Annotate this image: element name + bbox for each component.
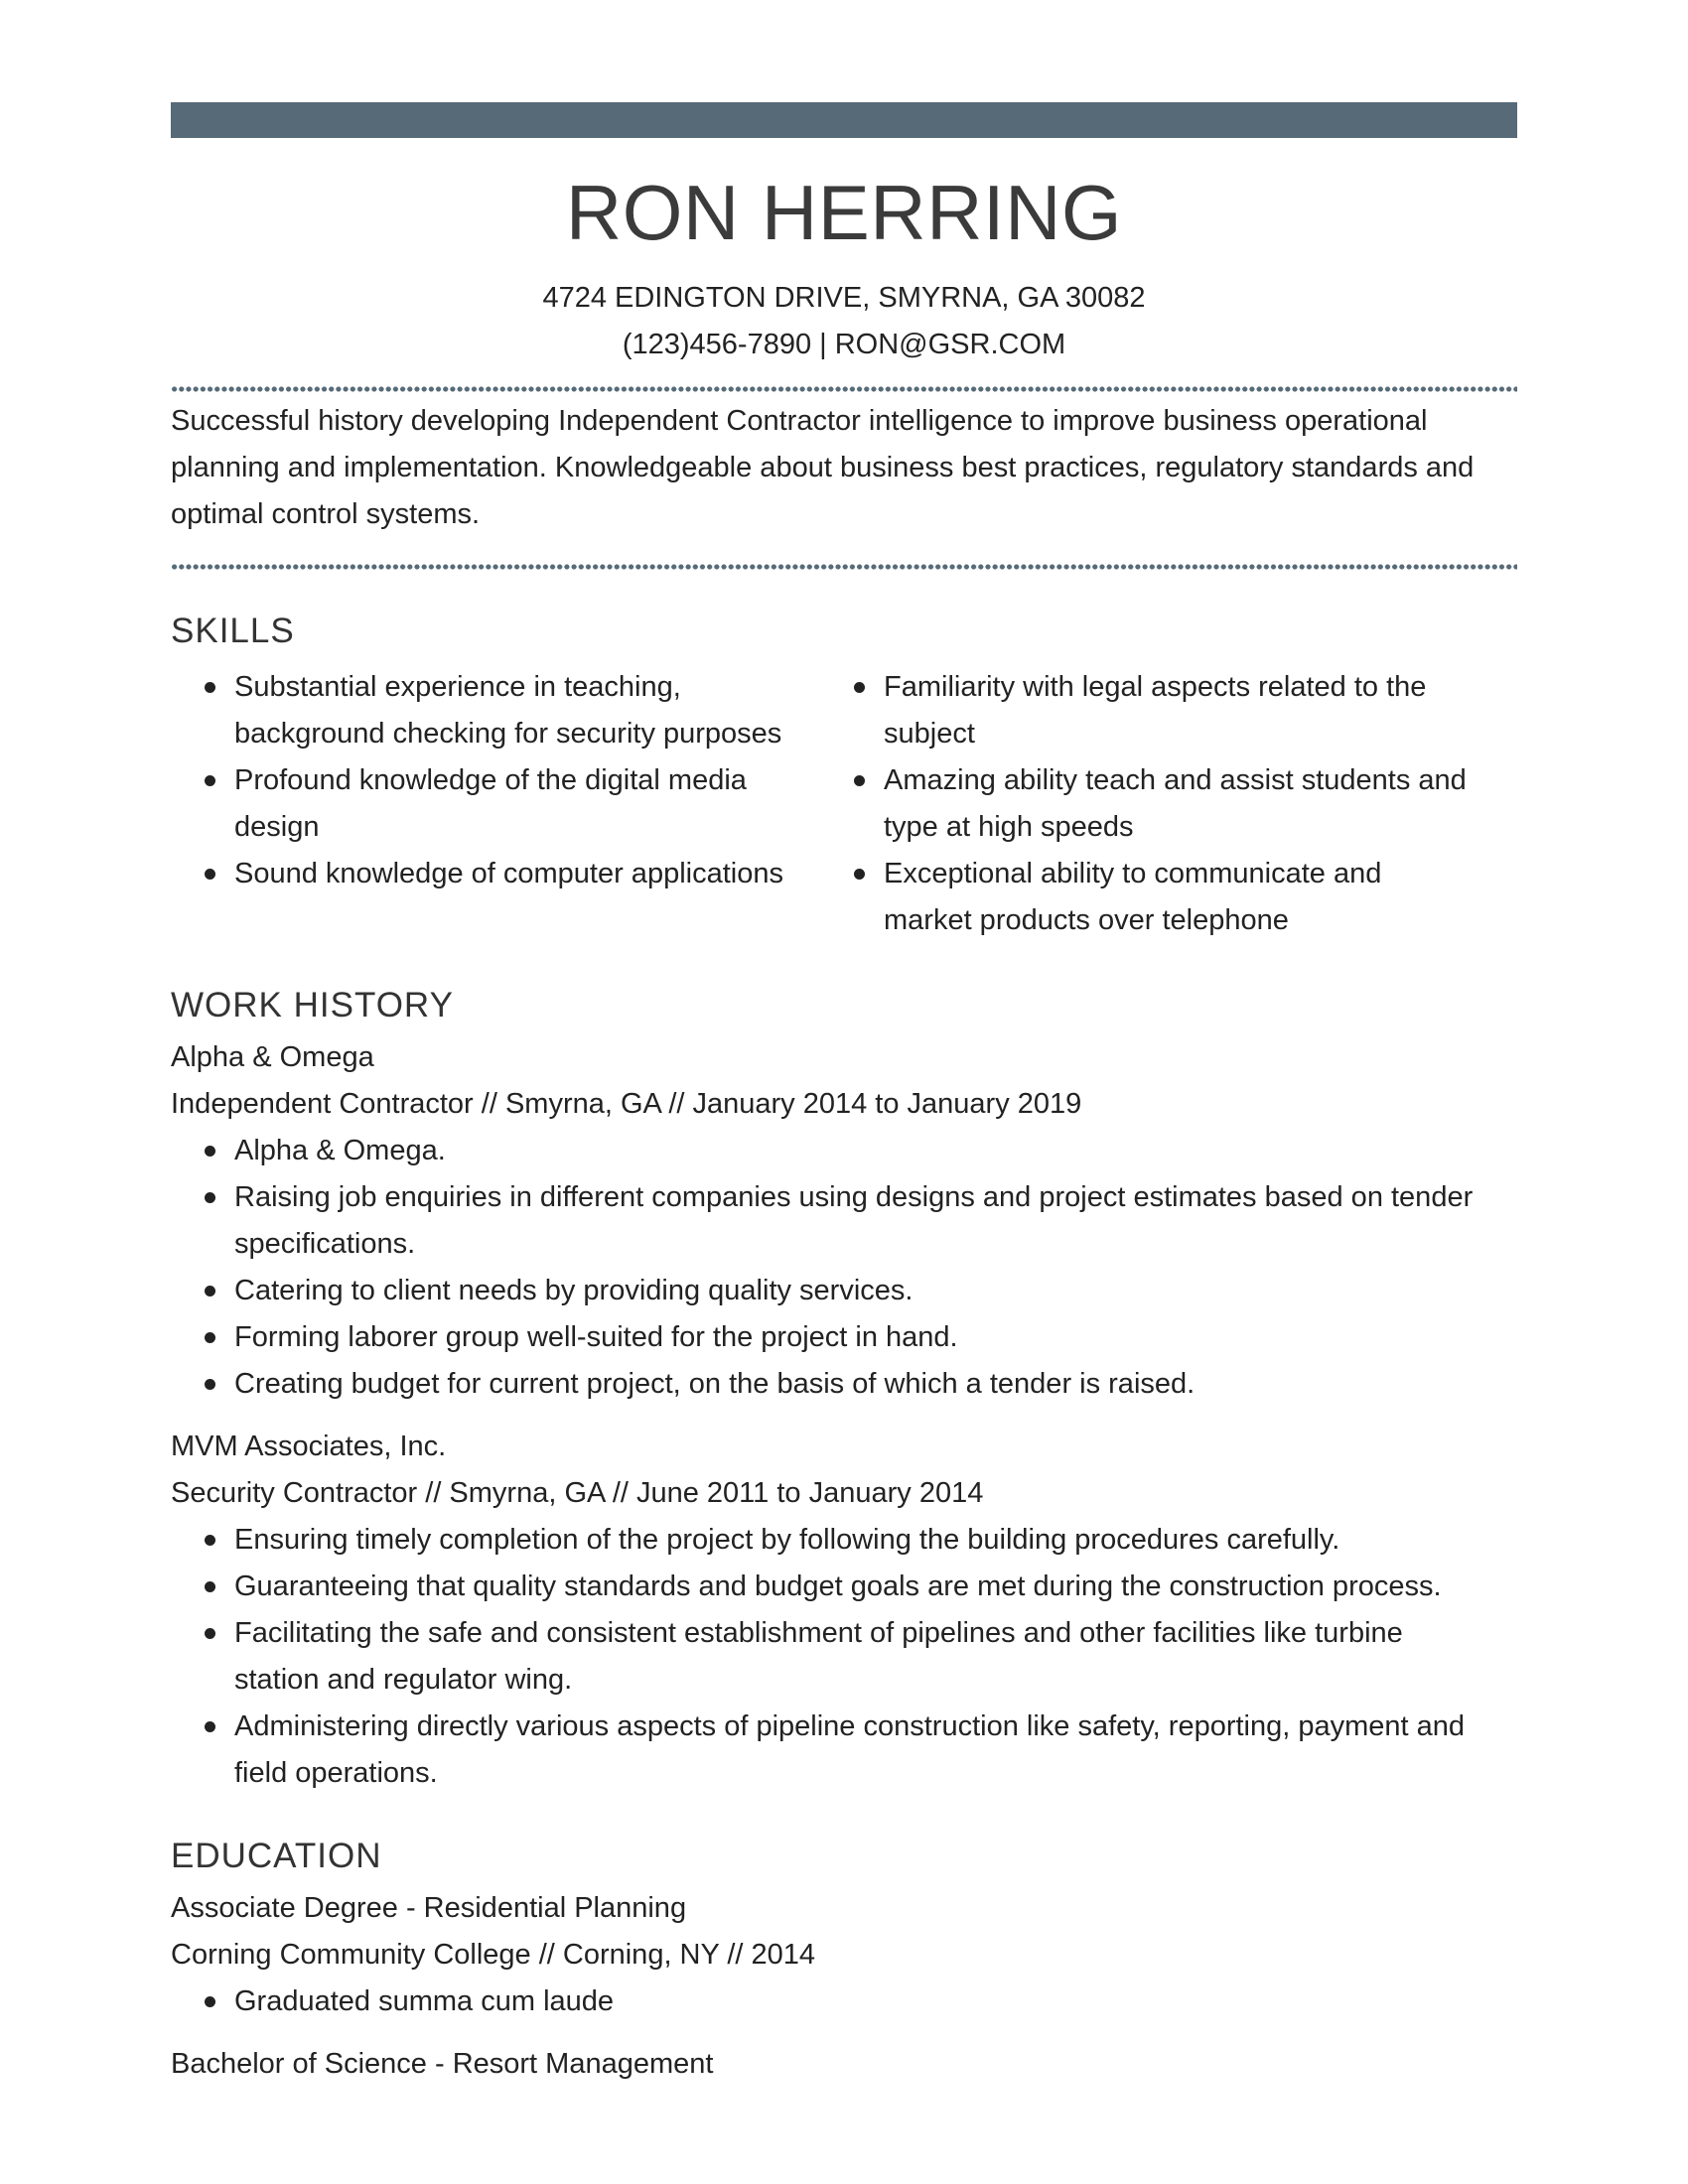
bullet-text: Catering to client needs by providing quality services. [234,1275,914,1306]
company-name: Alpha & Omega [171,1041,374,1073]
skill-text: Amazing ability teach and assist students and [884,764,1467,796]
list-item [171,1174,1517,1268]
bullet-text: Graduated summa cum laude [234,1985,615,2017]
list-item [171,1704,1517,1797]
skill-text: market products over telephone [884,904,1289,936]
job-details: Security Contractor // Smyrna, GA // June 2011 to January 2014 [171,1477,984,1509]
list-item [171,1314,1517,1361]
list-item [171,1979,1517,2025]
skill-text: design [234,811,320,843]
company-name: MVM Associates, Inc. [171,1431,447,1462]
bullet-text: Administering directly various aspects of pipeline construction like safety, reporting, payment and [234,1710,1466,1742]
summary-line: optimal control systems. [171,498,481,530]
skill-text: Profound knowledge of the digital media [234,764,747,796]
bullet-text: field operations. [234,1757,438,1789]
school-details: Corning Community College // Corning, NY // 2014 [171,1939,816,1971]
skill-item [844,851,1517,944]
skills-heading: SKILLS [171,612,295,650]
skill-item [844,757,1517,851]
skill-text: Sound knowledge of computer applications [234,858,783,889]
skill-text: background checking for security purposes [234,718,782,750]
skill-text: Exceptional ability to communicate and [884,858,1382,889]
skill-text: type at high speeds [884,811,1134,843]
skill-text: subject [884,718,975,750]
bullet-text: Forming laborer group well-suited for the project in hand. [234,1321,958,1353]
job-bullets [171,1517,1517,1797]
bullet-text: Guaranteeing that quality standards and budget goals are met during the construction process. [234,1570,1442,1602]
degree-name: Bachelor of Science - Resort Management [171,2048,714,2080]
bullet-text: Ensuring timely completion of the project by following the building procedures carefully. [234,1524,1340,1556]
address-line: 4724 EDINGTON DRIVE, SMYRNA, GA 30082 [542,282,1146,314]
skill-text: Substantial experience in teaching, [234,671,681,703]
list-item [171,1564,1517,1610]
phone-email-line: (123)456-7890 | RON@GSR.COM [622,329,1066,360]
list-item [171,1517,1517,1564]
skill-item [171,664,844,757]
list-item [171,1610,1517,1704]
education-heading: EDUCATION [171,1837,382,1875]
job-bullets [171,1128,1517,1408]
header-accent-bar [171,102,1517,138]
bullet-text: Alpha & Omega. [234,1135,446,1166]
job-entry [171,1034,1517,1408]
list-item [171,1128,1517,1174]
candidate-name: RON HERRING [565,169,1123,256]
dotted-divider [171,564,1517,570]
job-details: Independent Contractor // Smyrna, GA // January 2014 to January 2019 [171,1088,1082,1120]
bullet-text: specifications. [234,1228,416,1260]
bullet-text: station and regulator wing. [234,1664,573,1696]
summary-line: Successful history developing Independent Contractor intelligence to improve business operational [171,405,1428,437]
skills-column-left [171,664,844,944]
list-item [171,1268,1517,1314]
degree-name: Associate Degree - Residential Planning [171,1892,687,1924]
summary-line: planning and implementation. Knowledgeable about business best practices, regulatory standards and [171,452,1475,483]
bullet-text: Creating budget for current project, on the basis of which a tender is raised. [234,1368,1196,1400]
skills-column-right [844,664,1517,944]
job-entry [171,1424,1517,1797]
dotted-divider [171,386,1517,392]
skills-list [171,664,1517,944]
list-item [171,1361,1517,1408]
skill-item [844,664,1517,757]
bullet-text: Raising job enquiries in different companies using designs and project estimates based on tender [234,1181,1474,1213]
skill-item [171,851,844,897]
work-history-heading: WORK HISTORY [171,986,454,1024]
resume-page [171,102,1517,2088]
skill-item [171,757,844,851]
education-bullets [171,1979,1517,2025]
education-entry [171,2041,1517,2088]
skill-text: Familiarity with legal aspects related to the [884,671,1427,703]
education-entry [171,1885,1517,2025]
summary-paragraph [171,398,1517,538]
bullet-text: Facilitating the safe and consistent establishment of pipelines and other facilities like turbine [234,1617,1403,1649]
